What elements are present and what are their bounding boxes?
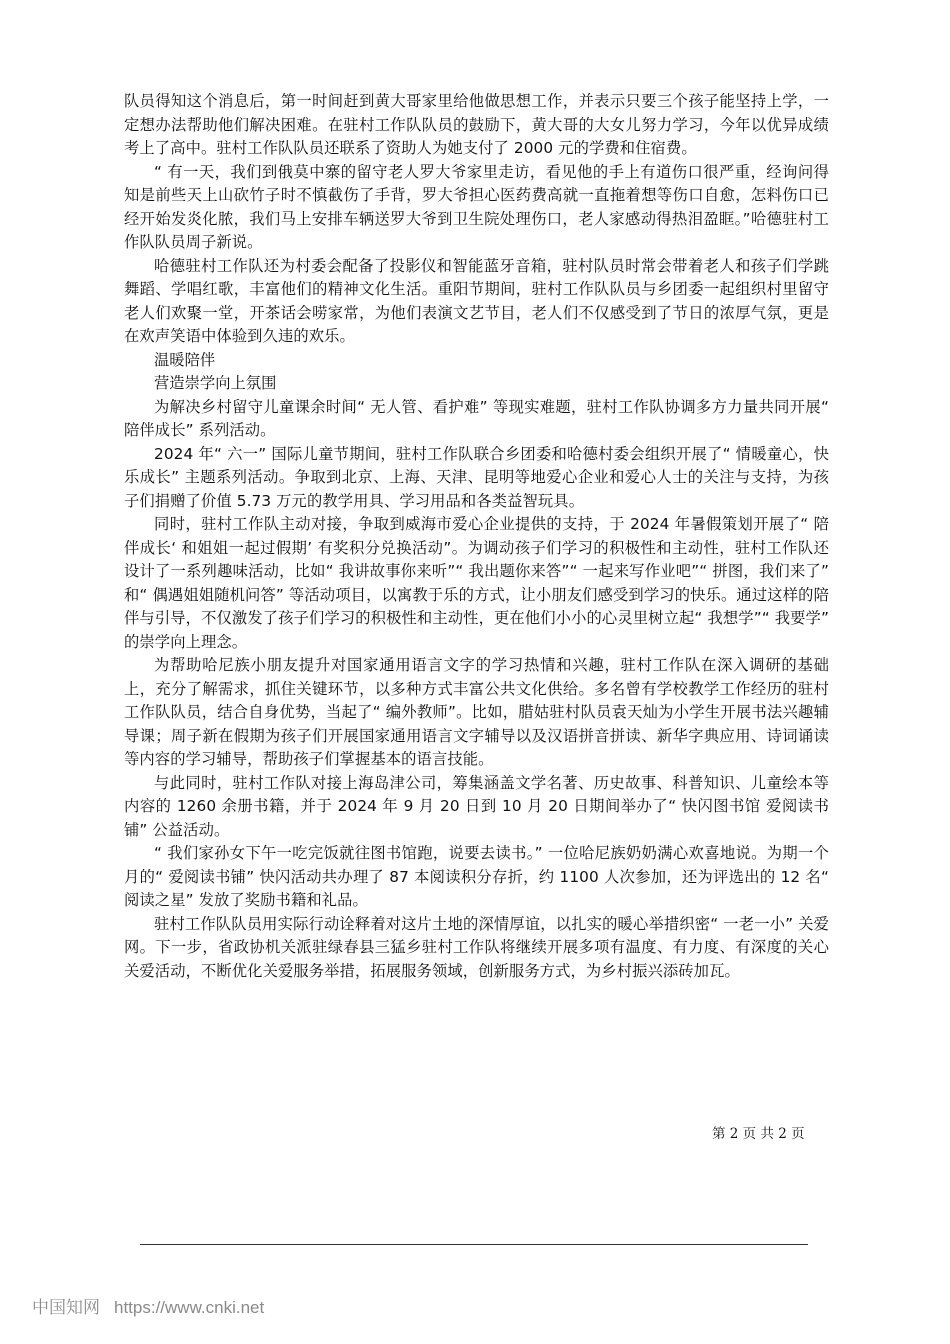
paragraph: “ 我们家孙女下午一吃完饭就往图书馆跑，说要去读书。” 一位哈尼族奶奶满心欢喜地说。为期一个月的“ 爱阅读书铺” 快闪活动共办理了 87 本阅读积分存折，约 1100 人次参加，还为评选出的 12 名“ 阅读之星” 发放了奖励书籍和礼品。 xyxy=(124,844,829,909)
cnki-watermark xyxy=(32,1293,264,1318)
paragraph: 为解决乡村留守儿童课余时间“ 无人管、看护难” 等现实难题，驻村工作队协调多方力量共同开展“ 陪伴成长” 系列活动。 xyxy=(124,397,829,439)
paragraph: 与此同时，驻村工作队对接上海岛津公司，筹集涵盖文学名著、历史故事、科普知识、儿童绘本等内容的 1260 余册书籍，并于 2024 年 9 月 20 日到 10 月 20 日期间举办了“ 快闪图书馆 爱阅读书铺” 公益活动。 xyxy=(124,773,829,839)
paragraph: 为帮助哈尼族小朋友提升对国家通用语言文字的学习热情和兴趣，驻村工作队在深入调研的基础上，充分了解需求，抓住关键环节，以多种方式丰富公共文化供给。多名曾有学校教学工作经历的驻村工作队队员，结合自身优势，当起了“ 编外教师”。比如，腊姑驻村队员袁天灿为小学生开展书法兴趣辅导课；周子新在假期为孩子们开展国家通用语言文字辅导以及汉语拼音拼读、新华字典应用、诗词诵读等内容的学习辅导，帮助孩子们掌握基本的语言技能。 xyxy=(124,656,829,768)
watermark-url: https://www.cnki.net xyxy=(114,1298,265,1317)
paragraph: 驻村工作队队员用实际行动诠释着对这片土地的深情厚谊，以扎实的暖心举措织密“ 一老一小” 关爱网。下一步，省政协机关派驻绿春县三猛乡驻村工作队将继续开展多项有温度、有力度、有深度的关心关爱活动，不断优化关爱服务举措，拓展服务领域，创新服务方式，为乡村振兴添砖加瓦。 xyxy=(124,914,829,980)
section-heading: 温暖陪伴 xyxy=(154,350,216,369)
paragraph: 2024 年“ 六一” 国际儿童节期间，驻村工作队联合乡团委和哈德村委会组织开展了“ 情暖童心，快乐成长” 主题系列活动。争取到北京、上海、天津、昆明等地爱心企业和爱心人士的关注与支持，为孩子们捐赠了价值 5.73 万元的教学用具、学习用品和各类益智玩具。 xyxy=(124,444,829,510)
page-number: 第 2 页 共 2 页 xyxy=(712,1126,805,1142)
paragraph: 哈德驻村工作队还为村委会配备了投影仪和智能蓝牙音箱，驻村队员时常会带着老人和孩子们学跳舞蹈、学唱红歌，丰富他们的精神文化生活。重阳节期间，驻村工作队队员与乡团委一起组织村里留守老人们欢聚一堂，开茶话会唠家常，为他们表演文艺节目，老人们不仅感受到了节日的浓厚气氛，更是在欢声笑语中体验到久违的欢乐。 xyxy=(124,256,829,345)
watermark-brand: 中国知网 xyxy=(32,1298,100,1317)
paragraph: 同时，驻村工作队主动对接，争取到威海市爱心企业提供的支持，于 2024 年暑假策划开展了“ 陪伴成长‘ 和姐姐一起过假期’ 有奖积分兑换活动”。为调动孩子们学习的积极性和主动性，驻村工作队还设计了一系列趣味活动，比如“ 我讲故事你来听”“ 我出题你来答”“ 一起来写作业吧”“ 拼图，我们来了” 和“ 偶遇姐姐随机问答” 等活动项目，以寓教于乐的方式，让小朋友们感受到学习的快乐。通过这样的陪伴与引导，不仅激发了孩子们学习的积极性和主动性，更在他们小小的心灵里树立起“ 我想学”“ 我要学” 的崇学向上理念。 xyxy=(124,515,829,651)
footer-divider xyxy=(140,1244,808,1245)
paragraph: “ 有一天，我们到俄莫中寨的留守老人罗大爷家里走访，看见他的手上有道伤口很严重，经询问得知是前些天上山砍竹子时不慎截伤了手背，罗大爷担心医药费高就一直拖着想等伤口自愈，怎料伤口已经开始发炎化脓，我们马上安排车辆送罗大爷到卫生院处理伤口，老人家感动得热泪盈眶。”哈德驻村工作队队员周子新说。 xyxy=(124,162,829,251)
paragraph: 队员得知这个消息后，第一时间赶到黄大哥家里给他做思想工作，并表示只要三个孩子能坚持上学，一定想办法帮助他们解决困难。在驻村工作队队员的鼓励下，黄大哥的大女儿努力学习，今年以优异成绩考上了高中。驻村工作队队员还联系了资助人为她支付了 2000 元的学费和住宿费。 xyxy=(124,92,829,157)
section-subheading: 营造崇学向上氛围 xyxy=(154,374,277,392)
document-body xyxy=(124,90,829,983)
